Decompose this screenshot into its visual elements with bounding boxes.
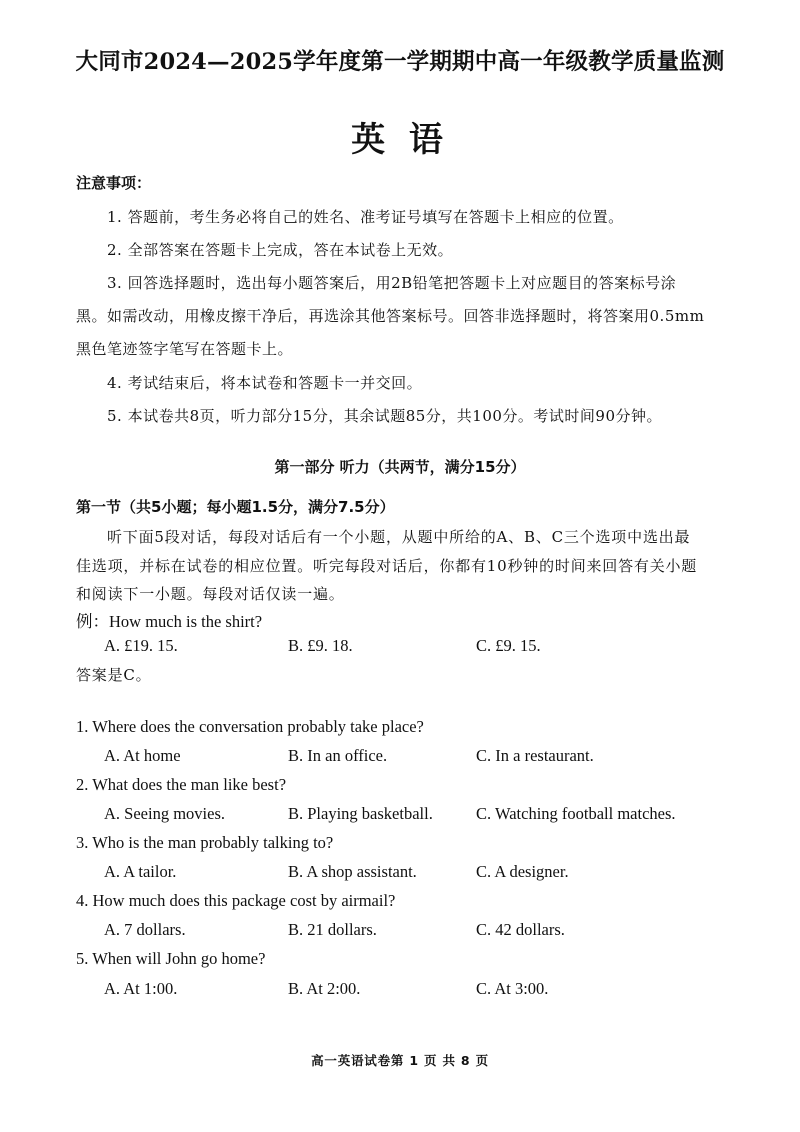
instructions-line-2: 佳选项，并标在试卷的相应位置。听完每段对话后，你都有10秒钟的时间来回答有关小题 [76,557,698,575]
instructions-line-1: 听下面5段对话，每段对话后有一个小题，从题中所给的A、B、C三个选项中选出最 [107,528,691,546]
question-5: 5. When will John go home? [76,949,266,968]
example-option-b: B. £9. 18. [288,636,353,655]
page-footer: 高一英语试卷第 1 页 共 8 页 [311,1053,489,1068]
part-one-title: 第一部分 听力（共两节，满分15分） [274,458,526,476]
instructions-line-3: 和阅读下一小题。每段对话仅读一遍。 [76,585,345,603]
question-3: 3. Who is the man probably talking to? [76,833,334,852]
question-3-option-b: B. A shop assistant. [288,862,417,881]
question-4-option-a: A. 7 dollars. [104,920,186,939]
question-2-option-a: A. Seeing movies. [104,804,225,823]
notice-item-3-cont-1: 黑。如需改动，用橡皮擦干净后，再选涂其他答案标号。回答非选择题时，将答案用0.5mm [76,307,705,325]
example-option-a: A. £19. 15. [104,636,178,655]
question-5-option-b: B. At 2:00. [288,979,361,998]
question-4-option-b: B. 21 dollars. [288,920,377,939]
notice-item-1: 1. 答题前，考生务必将自己的姓名、准考证号填写在答题卡上相应的位置。 [107,208,624,226]
example-option-c: C. £9. 15. [476,636,541,655]
question-1-option-a: A. At home [104,746,181,765]
example-question: 例：How much is the shirt? [76,612,263,631]
question-5-option-c: C. At 3:00. [476,979,549,998]
question-4: 4. How much does this package cost by airmail? [76,891,396,910]
example-answer: 答案是C。 [76,666,152,684]
notice-item-4: 4. 考试结束后，将本试卷和答题卡一并交回。 [107,374,423,392]
question-3-option-a: A. A tailor. [104,862,177,881]
exam-title: 大同市2024—2025学年度第一学期期中高一年级教学质量监测 [75,49,725,75]
question-2: 2. What does the man like best? [76,775,287,794]
question-2-option-c: C. Watching football matches. [476,804,676,823]
question-3-option-c: C. A designer. [476,862,569,881]
subject-heading: 英 语 [351,120,449,160]
notice-item-3-cont-2: 黑色笔迹签字笔写在答题卡上。 [76,340,294,358]
notice-item-5: 5. 本试卷共8页，听力部分15分，其余试题85分，共100分。考试时间90分钟。 [107,407,663,425]
notice-item-2: 2. 全部答案在答题卡上完成，答在本试卷上无效。 [107,241,454,259]
notice-item-3: 3. 回答选择题时，选出每小题答案后，用2B铅笔把答题卡上对应题目的答案标号涂 [107,274,677,292]
question-2-option-b: B. Playing basketball. [288,804,433,823]
question-1-option-c: C. In a restaurant. [476,746,594,765]
question-1-option-b: B. In an office. [288,746,388,765]
question-4-option-c: C. 42 dollars. [476,920,565,939]
notice-heading: 注意事项： [76,174,152,192]
question-1: 1. Where does the conversation probably take place? [76,717,424,736]
question-5-option-a: A. At 1:00. [104,979,178,998]
section-one-title: 第一节（共5小题；每小题1.5分，满分7.5分） [76,498,395,516]
